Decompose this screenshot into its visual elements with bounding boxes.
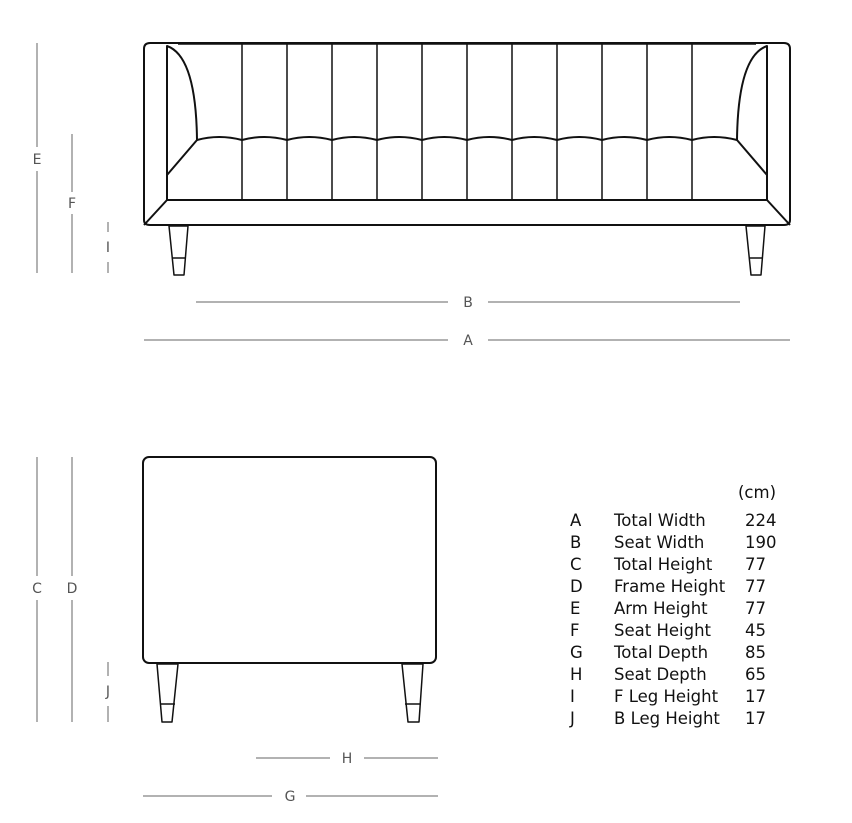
- spec-letter: I: [570, 687, 575, 706]
- dim-label-j: J: [105, 684, 111, 700]
- spec-name: Total Depth: [614, 643, 709, 662]
- spec-letter: J: [570, 709, 575, 728]
- sofa-side-front-leg: [157, 664, 178, 722]
- spec-name: Seat Height: [614, 621, 711, 640]
- spec-name: F Leg Height: [614, 687, 719, 706]
- spec-letter: G: [570, 643, 583, 662]
- dim-label-c: C: [32, 581, 42, 597]
- sofa-back-channels: [242, 44, 692, 140]
- spec-name: Seat Depth: [614, 665, 707, 684]
- spec-name: Arm Height: [614, 599, 708, 618]
- sofa-side-view: [143, 457, 436, 722]
- sofa-left-arm: [167, 46, 197, 200]
- dim-label-e: E: [32, 152, 42, 168]
- dim-label-i: I: [105, 240, 111, 256]
- spec-letter: D: [570, 577, 583, 596]
- spec-value: 190: [745, 533, 777, 552]
- spec-value: 65: [745, 665, 766, 684]
- sofa-front-left-leg: [169, 226, 188, 275]
- spec-name: Seat Width: [614, 533, 705, 552]
- spec-value: 77: [745, 577, 766, 596]
- spec-value: 45: [745, 621, 766, 640]
- spec-value: 224: [745, 511, 777, 530]
- spec-letter: B: [570, 533, 582, 552]
- dim-label-h: H: [341, 751, 353, 767]
- spec-value: 77: [745, 555, 766, 574]
- sofa-side-back-leg: [402, 664, 423, 722]
- spec-value: 17: [745, 687, 766, 706]
- spec-value: 17: [745, 709, 766, 728]
- spec-letter: F: [570, 621, 580, 640]
- spec-name: Total Height: [614, 555, 713, 574]
- spec-letter: E: [570, 599, 581, 618]
- dim-label-d: D: [66, 581, 78, 597]
- spec-unit-label: (cm): [738, 483, 777, 502]
- side-dimension-lines: [37, 457, 438, 796]
- dim-label-f: F: [67, 196, 77, 212]
- dim-label-g: G: [284, 789, 296, 805]
- spec-value: 85: [745, 643, 766, 662]
- sofa-side-body: [143, 457, 436, 663]
- spec-value: 77: [745, 599, 766, 618]
- spec-letter: H: [570, 665, 583, 684]
- sofa-front-base: [144, 200, 790, 225]
- spec-letter: C: [570, 555, 582, 574]
- spec-name: Frame Height: [614, 577, 726, 596]
- spec-name: B Leg Height: [614, 709, 720, 728]
- sofa-seat-channels: [242, 140, 692, 200]
- dim-label-b: B: [463, 295, 473, 311]
- sofa-right-arm: [737, 46, 767, 200]
- sofa-front-view: [144, 43, 790, 275]
- sofa-front-right-leg: [746, 226, 765, 275]
- spec-letter: A: [570, 511, 582, 530]
- spec-name: Total Width: [614, 511, 706, 530]
- dim-label-a: A: [463, 333, 473, 349]
- front-dimension-lines: [37, 43, 790, 340]
